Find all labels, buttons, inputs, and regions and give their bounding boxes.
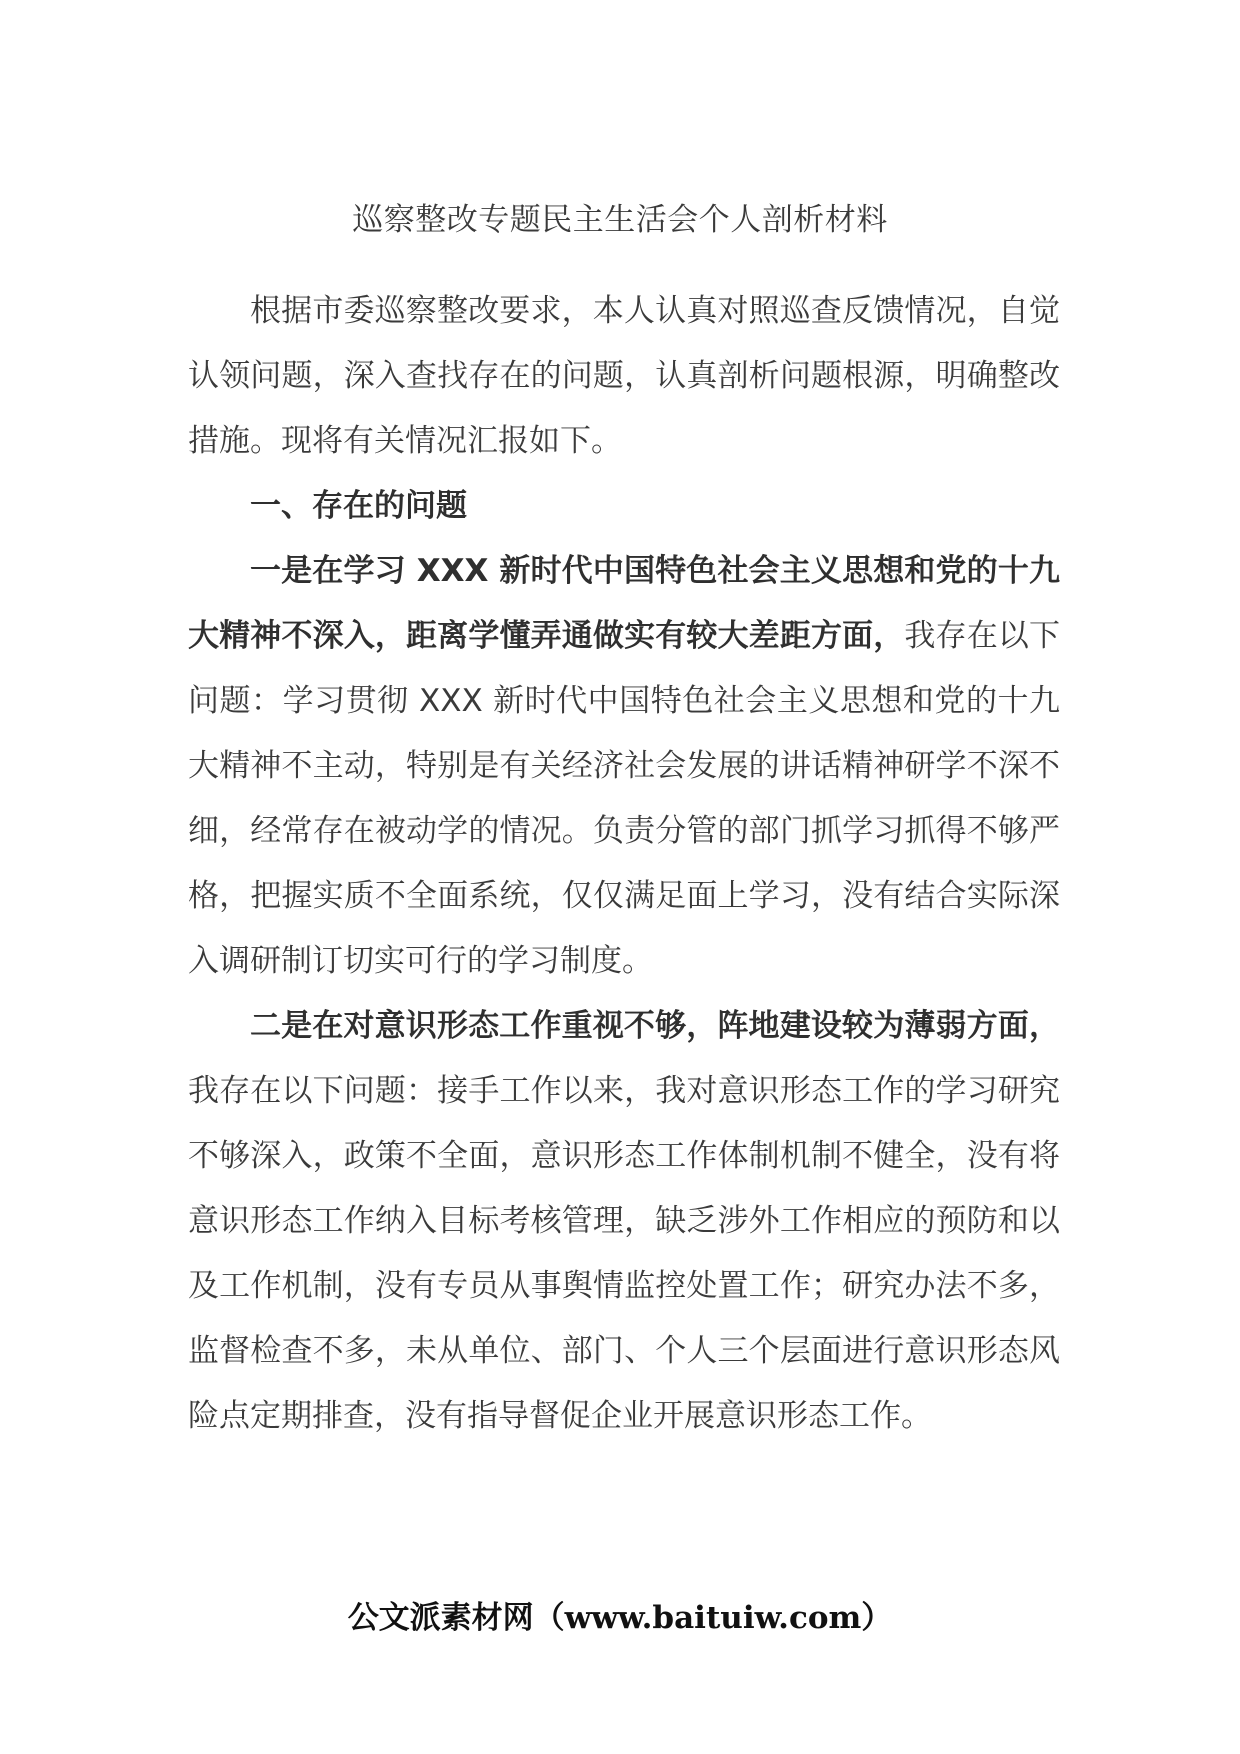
issue-paragraph-1 <box>188 539 1060 994</box>
issue-paragraph-2 <box>188 994 1060 1449</box>
issue-2-lead: 二是在对意识形态工作重视不够，阵地建设较为薄弱方面， <box>250 1008 1060 1044</box>
intro-paragraph: 根据市委巡察整改要求，本人认真对照巡查反馈情况，自觉认领问题，深入查找存在的问题，认真剖析问题根源，明确整改措施。现将有关情况汇报如下。 <box>188 293 1060 459</box>
document-title: 巡察整改专题民主生活会个人剖析材料 <box>352 202 888 238</box>
document-body <box>188 279 1060 1449</box>
section-heading: 一、存在的问题 <box>250 488 467 524</box>
source-watermark-footer: 公文派素材网（www.baituiw.com） <box>347 1600 893 1636</box>
issue-2-body: 我存在以下问题：接手工作以来，我对意识形态工作的学习研究不够深入，政策不全面，意识形态工作体制机制不健全，没有将意识形态工作纳入目标考核管理，缺乏涉外工作相应的预防和以及工作机制，没有专员从事舆情监控处置工作；研究办法不多，监督检查不多，未从单位、部门、个人三个层面进行意识形态风险点定期排查，没有指导督促企业开展意识形态工作。 <box>188 1073 1060 1434</box>
issue-1-body: 我存在以下问题：学习贯彻 XXX 新时代中国特色社会主义思想和党的十九大精神不主动，特别是有关经济社会发展的讲话精神研学不深不细，经常存在被动学的情况。负责分管的部门抓学习抓得不够严格，把握实质不全面系统，仅仅满足面上学习，没有结合实际深入调研制订切实可行的学习制度。 <box>188 618 1060 979</box>
issue-1-lead: 一是在学习 XXX 新时代中国特色社会主义思想和党的十九大精神不深入，距离学懂弄通做实有较大差距方面， <box>188 553 1060 654</box>
